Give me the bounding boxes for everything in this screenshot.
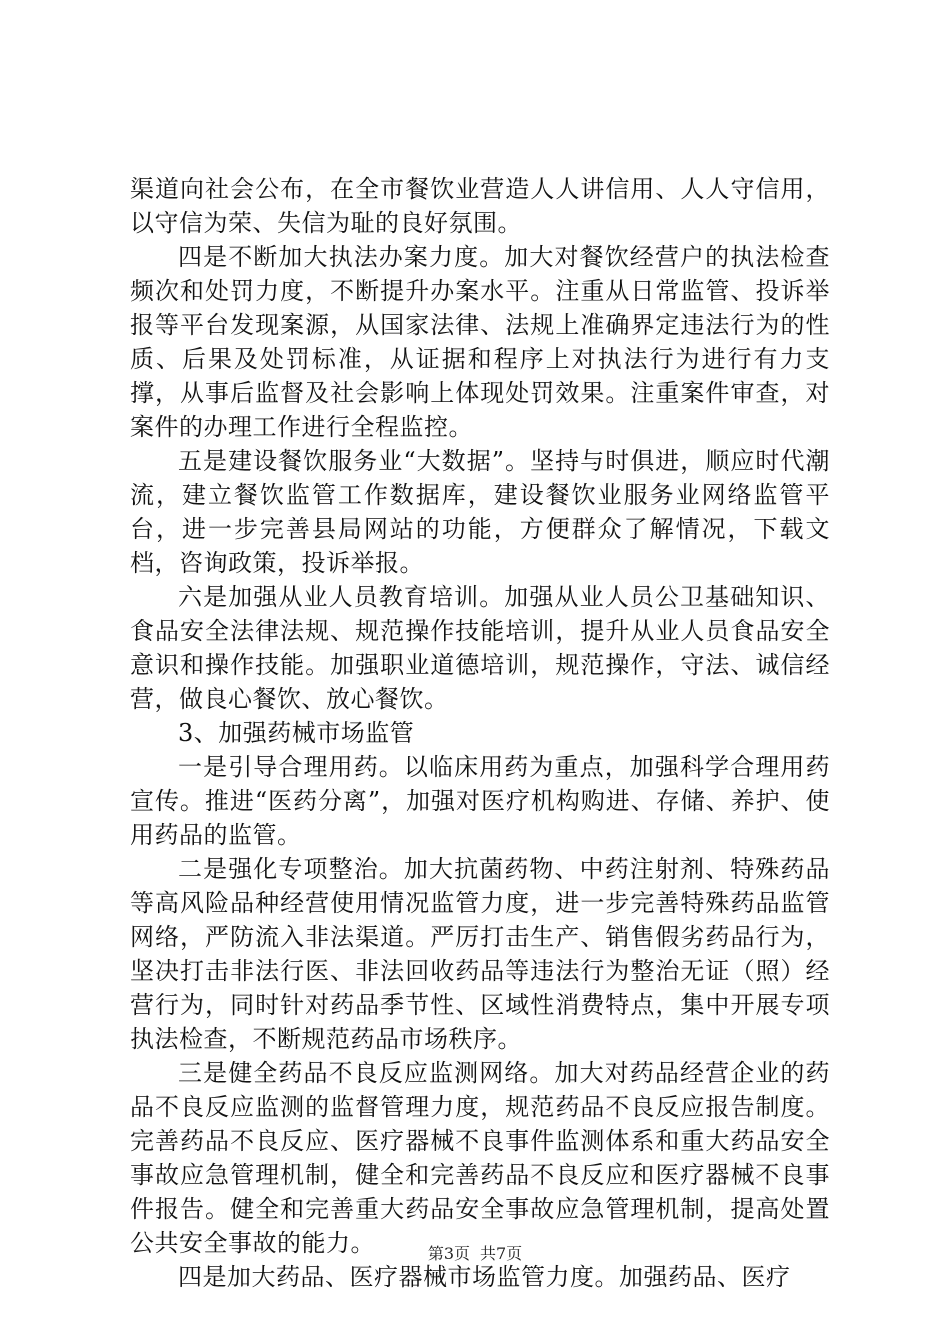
page-number: 第3页: [427, 1244, 470, 1263]
paragraph-training: 六是加强从业人员教育培训。加强从业人员公卫基础知识、食品安全法律法规、规范操作技能培训，提升从业人员食品安全意识和操作技能。加强职业道德培训，规范操作，守法、诚信经营，做良心餐饮、放心餐饮。: [130, 583, 830, 713]
page-footer: [0, 1244, 950, 1264]
paragraph-continued: 渠道向社会公布，在全市餐饮业营造人人讲信用、人人守信用，以守信为荣、失信为耻的良好氛围。: [130, 175, 830, 237]
paragraph-enforcement: 四是不断加大执法办案力度。加大对餐饮经营户的执法检查频次和处罚力度，不断提升办案水平。注重从日常监管、投诉举报等平台发现案源，从国家法律、法规上准确界定违法行为的性质、后果及处罚标准，从证据和程序上对执法行为进行有力支撑，从事后监督及社会影响上体现处罚效果。注重案件审查，对案件的办理工作进行全程监控。: [130, 243, 830, 441]
body-text: [130, 172, 830, 1294]
page-total: 共7页: [480, 1244, 523, 1263]
paragraph-adverse-reaction: 三是健全药品不良反应监测网络。加大对药品经营企业的药品不良反应监测的监督管理力度，规范药品不良反应报告制度。完善药品不良反应、医疗器械不良事件监测体系和重大药品安全事故应急管理机制，健全和完善药品不良反应和医疗器械不良事件报告。健全和完善重大药品安全事故应急管理机制，提高处置公共安全事故的能力。: [130, 1059, 830, 1257]
paragraph-market-supervision: 四是加大药品、医疗器械市场监管力度。加强药品、医疗: [178, 1263, 791, 1291]
section-heading: 3、加强药械市场监管: [178, 719, 415, 747]
paragraph-special-rectification: 二是强化专项整治。加大抗菌药物、中药注射剂、特殊药品等高风险品种经营使用情况监管力度，进一步完善特殊药品监管网络，严防流入非法渠道。严厉打击生产、销售假劣药品行为，坚决打击非法行医、非法回收药品等违法行为整治无证（照）经营行为，同时针对药品季节性、区域性消费特点，集中开展专项执法检查，不断规范药品市场秩序。: [130, 855, 830, 1053]
paragraph-rational-drug-use: 一是引导合理用药。以临床用药为重点，加强科学合理用药宣传。推进“医药分离”，加强对医疗机构购进、存储、养护、使用药品的监管。: [130, 753, 830, 849]
paragraph-big-data: 五是建设餐饮服务业“大数据”。坚持与时俱进，顺应时代潮流，建立餐饮监管工作数据库，建设餐饮业服务业网络监管平台，进一步完善县局网站的功能，方便群众了解情况，下载文档，咨询政策，投诉举报。: [130, 447, 830, 577]
